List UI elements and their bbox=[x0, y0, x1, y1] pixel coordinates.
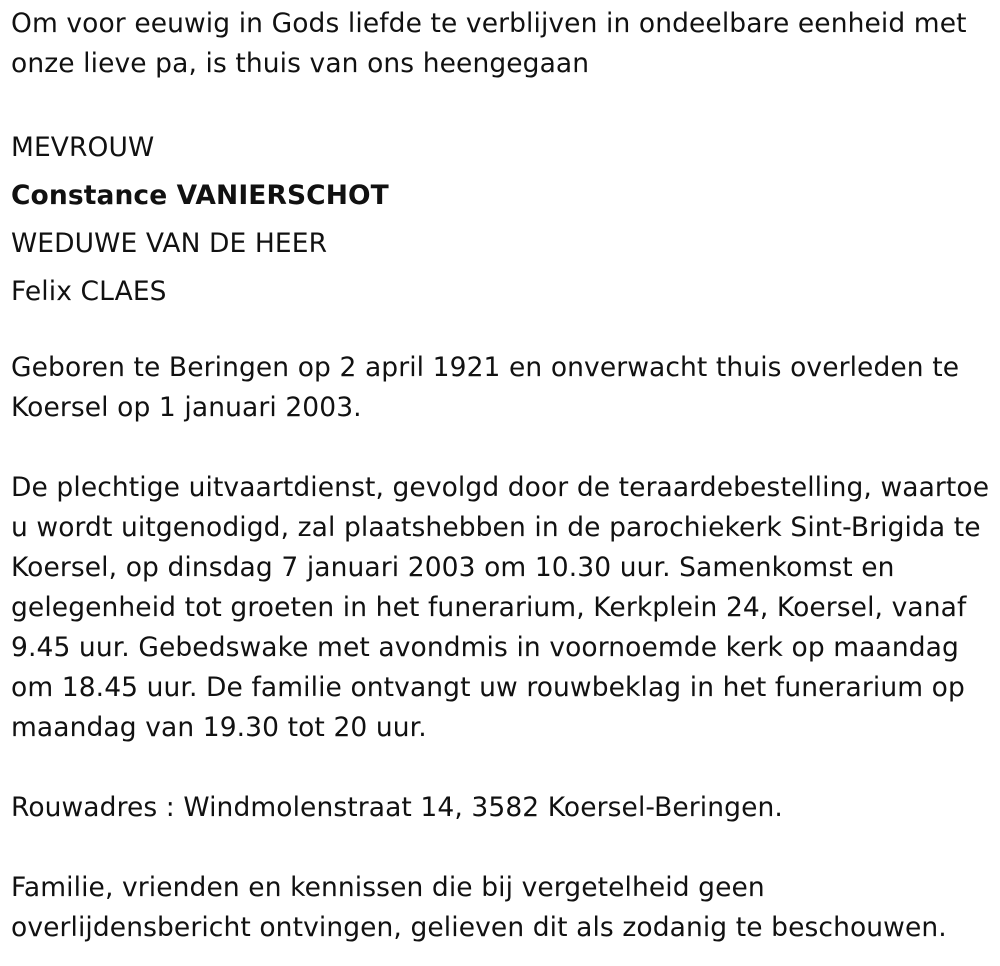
spacer bbox=[11, 428, 991, 468]
honorific: MEVROUW bbox=[11, 132, 155, 163]
spacer bbox=[11, 84, 991, 124]
obituary-notice bbox=[11, 4, 991, 948]
closing-paragraph: Familie, vrienden en kennissen die bij vergetelheid geen overlijdensbericht ontvingen, gelieven dit als zodanig te beschouwen. bbox=[11, 872, 947, 943]
widow-of: WEDUWE VAN DE HEER bbox=[11, 228, 328, 259]
spacer bbox=[11, 828, 991, 868]
spacer bbox=[11, 316, 991, 348]
address-paragraph: Rouwadres : Windmolenstraat 14, 3582 Koersel-Beringen. bbox=[11, 792, 783, 823]
service-paragraph: De plechtige uitvaartdienst, gevolgd door de teraardebestelling, waartoe u wordt uitgenodigd, zal plaatshebben in de parochiekerk Sint-Brigida te Koersel, op dinsdag 7 januari 2003 om 10.30 uur. Samenkomst en gelegenheid tot groeten in het funerarium, Kerkplein 24, Koersel, vanaf 9.45 uur. Gebedswake met avondmis in voornoemde kerk op maandag om 18.45 uur. De familie ontvangt uw rouwbeklag in het funerarium op maandag van 19.30 tot 20 uur. bbox=[11, 472, 990, 743]
spouse-name: Felix CLAES bbox=[11, 276, 167, 307]
intro-paragraph: Om voor eeuwig in Gods liefde te verblijven in ondeelbare eenheid met onze lieve pa, is thuis van ons heengegaan bbox=[11, 8, 967, 79]
birth-death-paragraph: Geboren te Beringen op 2 april 1921 en onverwacht thuis overleden te Koersel op 1 januari 2003. bbox=[11, 352, 960, 423]
deceased-name: Constance VANIERSCHOT bbox=[11, 180, 389, 211]
spacer bbox=[11, 748, 991, 788]
